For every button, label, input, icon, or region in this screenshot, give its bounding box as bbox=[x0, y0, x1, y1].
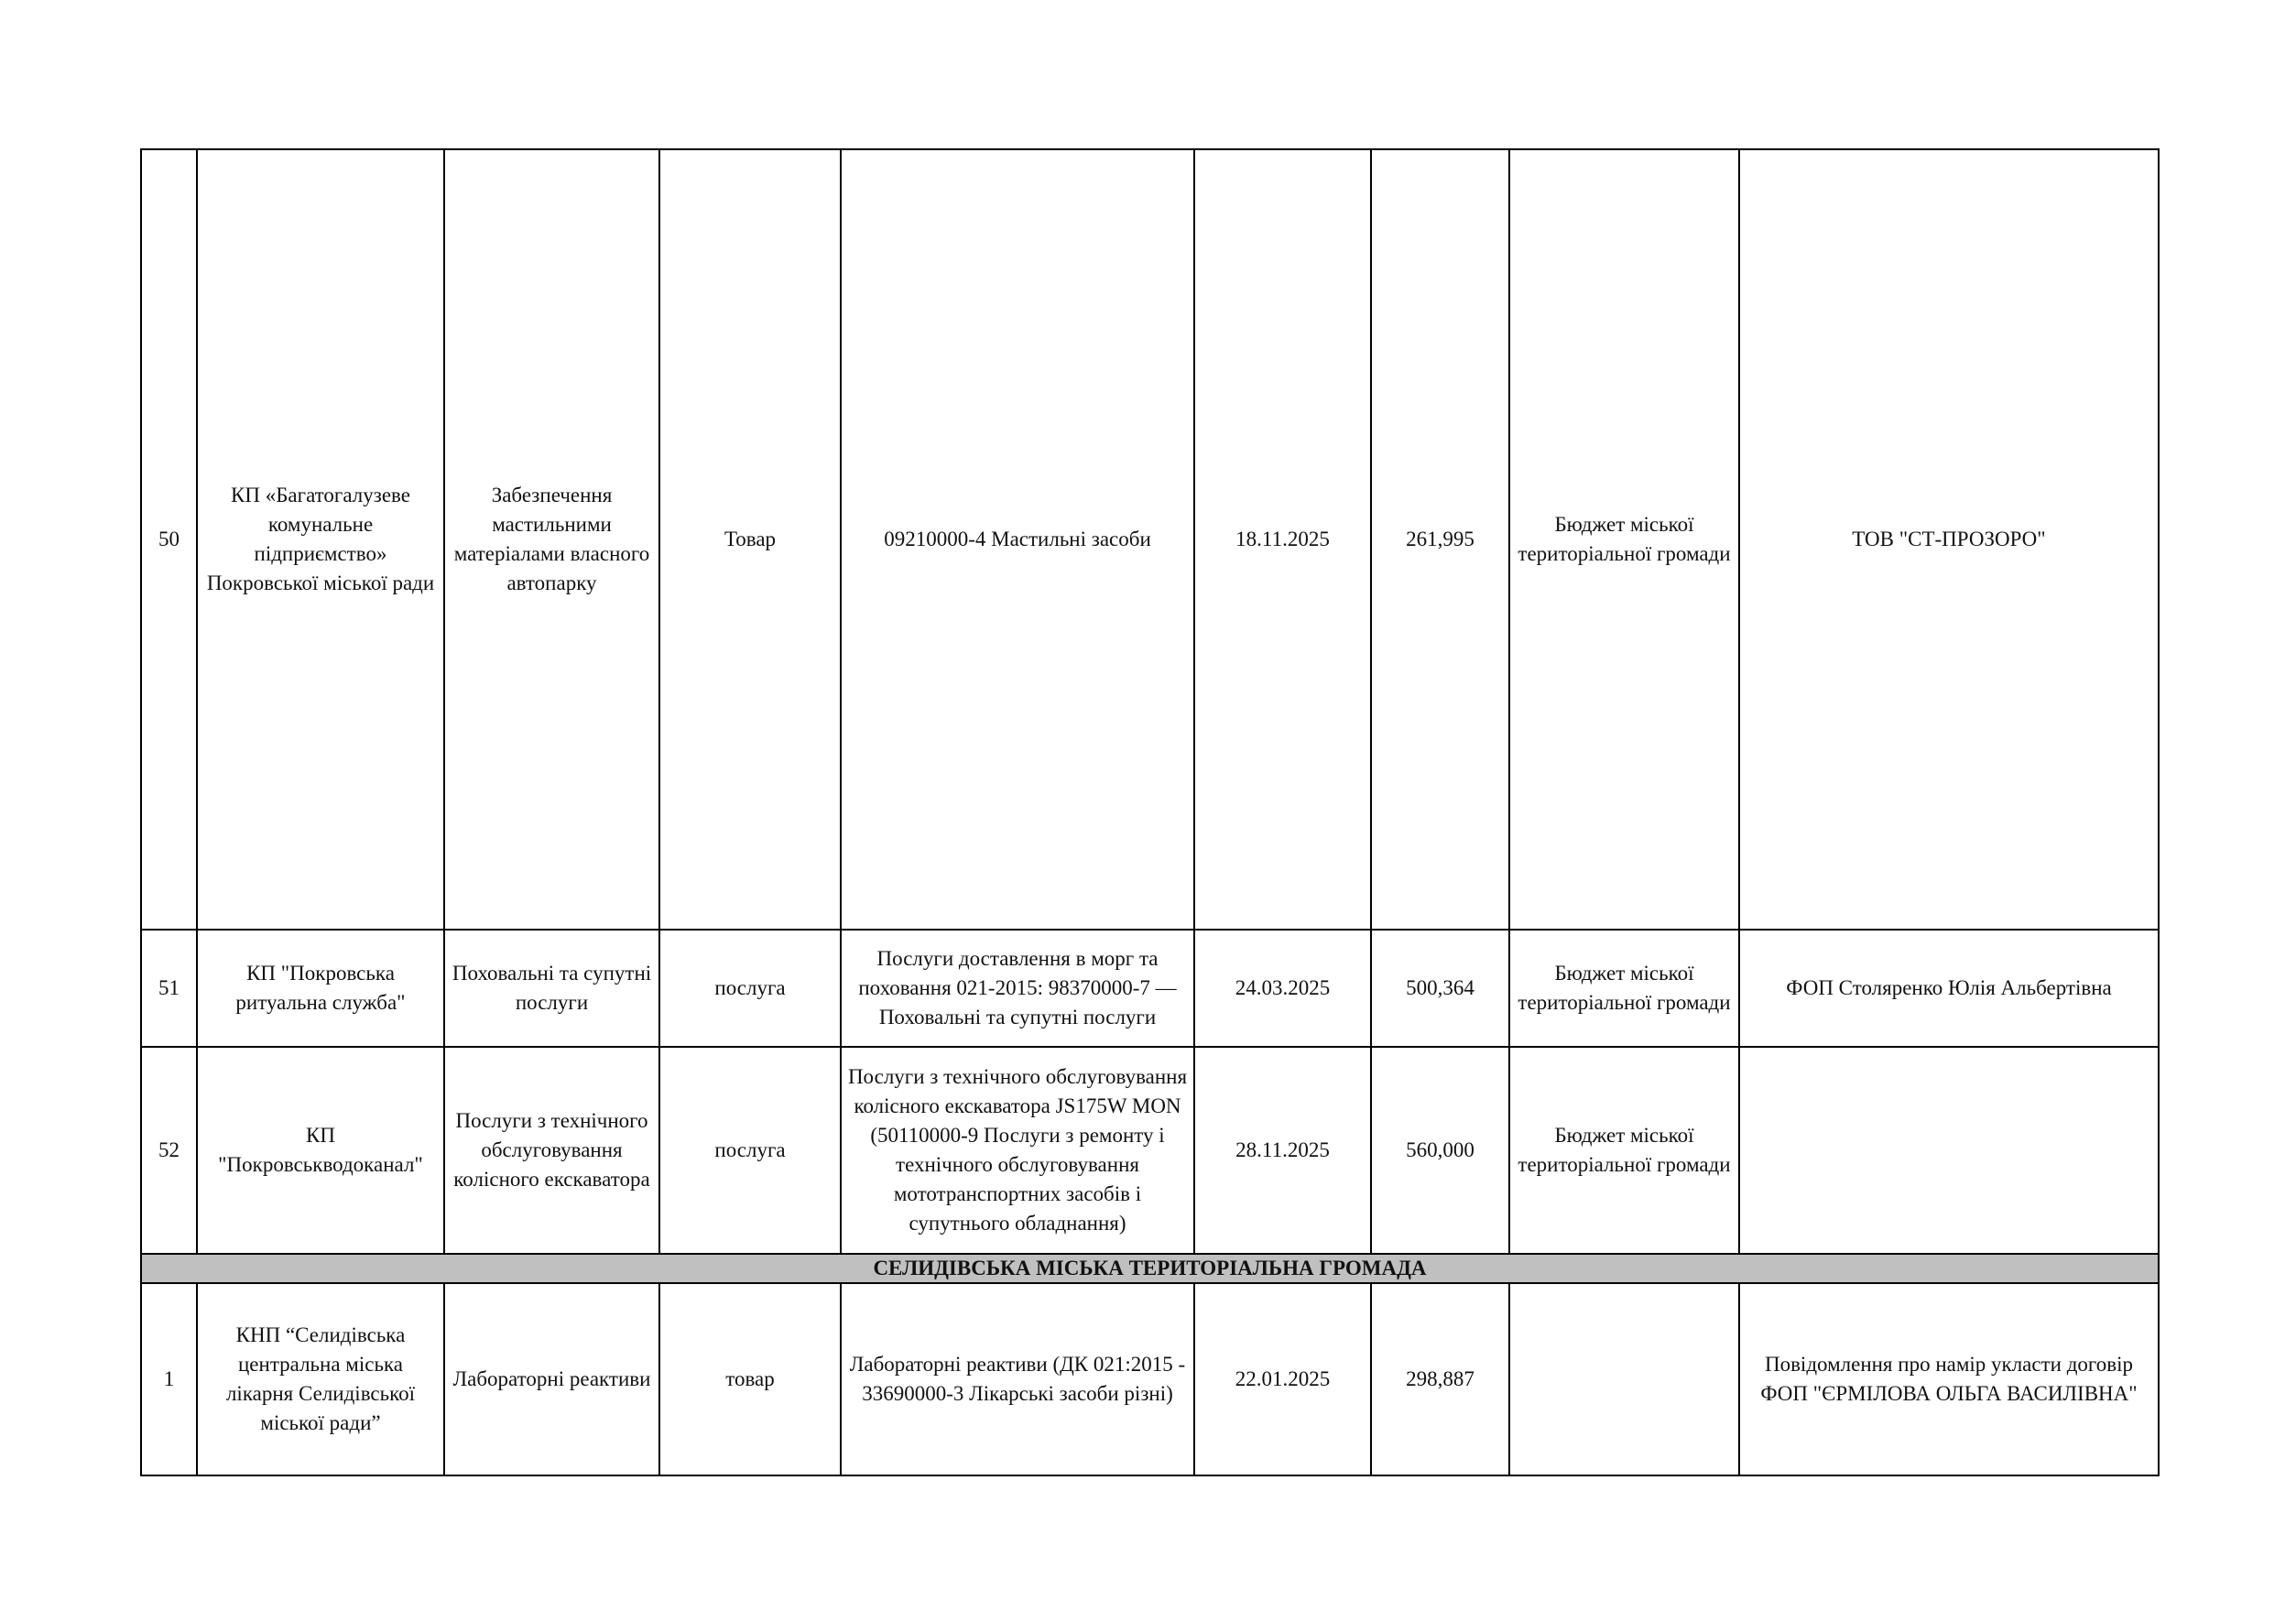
date-cell: 24.03.2025 bbox=[1194, 930, 1371, 1047]
table-row bbox=[141, 149, 2159, 930]
section-header-row bbox=[141, 1254, 2159, 1283]
cpv-code-cell: 09210000-4 Мастильні засоби bbox=[841, 149, 1194, 930]
row-number: 50 bbox=[141, 149, 197, 930]
table-row bbox=[141, 1283, 2159, 1475]
date-cell: 22.01.2025 bbox=[1194, 1283, 1371, 1475]
cpv-code-cell: Лабораторні реактиви (ДК 021:2015 - 33690000-3 Лікарські засоби різні) bbox=[841, 1283, 1194, 1475]
cpv-code-cell: Послуги доставлення в морг та поховання 021-2015: 98370000-7 — Поховальні та супутні послуги bbox=[841, 930, 1194, 1047]
row-number: 51 bbox=[141, 930, 197, 1047]
funding-source-cell bbox=[1509, 1283, 1739, 1475]
subject-cell: Лабораторні реактиви bbox=[444, 1283, 659, 1475]
amount-cell: 500,364 bbox=[1371, 930, 1509, 1047]
supplier-cell bbox=[1739, 1047, 2159, 1254]
customer-cell: КНП “Селидівська центральна міська лікарня Селидівської міської ради” bbox=[197, 1283, 444, 1475]
amount-cell: 261,995 bbox=[1371, 149, 1509, 930]
procurement-type-cell: Товар bbox=[659, 149, 841, 930]
subject-cell: Забезпечення мастильними матеріалами власного автопарку bbox=[444, 149, 659, 930]
table-row bbox=[141, 1047, 2159, 1254]
table-row bbox=[141, 930, 2159, 1047]
procurement-type-cell: товар bbox=[659, 1283, 841, 1475]
procurement-type-cell: послуга bbox=[659, 1047, 841, 1254]
cpv-code-cell: Послуги з технічного обслуговування колісного екскаватора JS175W MON (50110000-9 Послуги з ремонту і технічного обслуговування мототранспортних засобів і супутнього обладнання) bbox=[841, 1047, 1194, 1254]
funding-source-cell: Бюджет міської територіальної громади bbox=[1509, 149, 1739, 930]
customer-cell: КП "Покровськводоканал" bbox=[197, 1047, 444, 1254]
date-cell: 28.11.2025 bbox=[1194, 1047, 1371, 1254]
amount-cell: 298,887 bbox=[1371, 1283, 1509, 1475]
date-cell: 18.11.2025 bbox=[1194, 149, 1371, 930]
supplier-cell: ТОВ "СТ-ПРОЗОРО" bbox=[1739, 149, 2159, 930]
row-number: 1 bbox=[141, 1283, 197, 1475]
amount-cell: 560,000 bbox=[1371, 1047, 1509, 1254]
subject-cell: Поховальні та супутні послуги bbox=[444, 930, 659, 1047]
funding-source-cell: Бюджет міської територіальної громади bbox=[1509, 930, 1739, 1047]
customer-cell: КП «Багатогалузеве комунальне підприємство» Покровської міської ради bbox=[197, 149, 444, 930]
section-title: СЕЛИДІВСЬКА МІСЬКА ТЕРИТОРІАЛЬНА ГРОМАДА bbox=[141, 1254, 2159, 1283]
funding-source-cell: Бюджет міської територіальної громади bbox=[1509, 1047, 1739, 1254]
procurement-table bbox=[140, 148, 2160, 1476]
supplier-cell: ФОП Столяренко Юлія Альбертівна bbox=[1739, 930, 2159, 1047]
procurement-type-cell: послуга bbox=[659, 930, 841, 1047]
customer-cell: КП "Покровська ритуальна служба" bbox=[197, 930, 444, 1047]
row-number: 52 bbox=[141, 1047, 197, 1254]
subject-cell: Послуги з технічного обслуговування колісного екскаватора bbox=[444, 1047, 659, 1254]
supplier-cell: Повідомлення про намір укласти договір ФОП "ЄРМІЛОВА ОЛЬГА ВАСИЛІВНА" bbox=[1739, 1283, 2159, 1475]
